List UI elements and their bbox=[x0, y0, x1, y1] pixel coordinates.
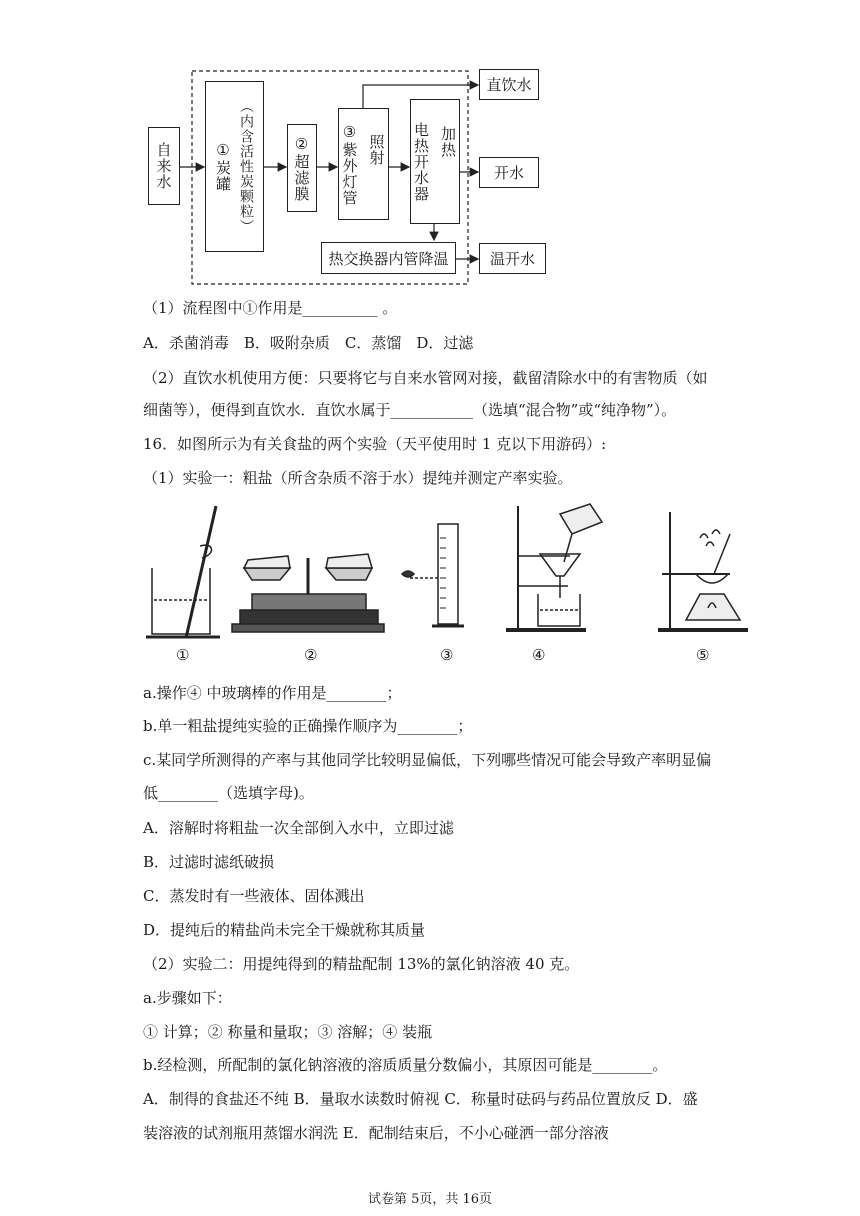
step2-box bbox=[287, 124, 317, 212]
lab-apparatus bbox=[140, 498, 760, 643]
step3-box bbox=[338, 108, 389, 220]
q16-exp1: （1）实验一：粗盐（所含杂质不溶于水）提纯并测定产率实验。 bbox=[143, 469, 573, 487]
boiled-water-box bbox=[479, 157, 539, 188]
lab-figure bbox=[140, 498, 760, 668]
balance-icon bbox=[232, 554, 384, 632]
step2-label: ②超滤膜 bbox=[292, 134, 311, 202]
q16-exp2: （2）实验二：用提纯得到的精盐配制 13%的氯化钠溶液 40 克。 bbox=[143, 955, 580, 973]
graduated-cylinder-icon bbox=[402, 524, 464, 626]
heater-main-label: 电热开水器 bbox=[412, 121, 430, 202]
heater-box bbox=[410, 99, 460, 224]
beaker-stirring-icon bbox=[146, 506, 220, 638]
exchanger-label: 热交换器内管降温 bbox=[328, 249, 449, 268]
q16-b2: b.经检测，所配制的氯化钠溶液的溶质质量分数偏小，其原因可能是________。 bbox=[143, 1056, 668, 1074]
q2-line2: 细菌等），便得到直饮水．直饮水属于___________（选填“混合物”或“纯净物”）。 bbox=[143, 401, 677, 419]
step1-paren-label: （内含活性炭颗粒） bbox=[238, 99, 254, 234]
q2-line1: （2）直饮水机使用方便：只要将它与自来水管网对接，截留清除水中的有害物质（如 bbox=[143, 369, 708, 387]
boiled-water-label: 开水 bbox=[493, 164, 524, 182]
q16-opts2-line1: A．制得的食盐还不纯 B．量取水读数时俯视 C．称量时砝码与药品位置放反 D．盛 bbox=[143, 1090, 698, 1108]
fig-label-3: ③ bbox=[440, 646, 454, 664]
q16-optB: B．过滤时滤纸破损 bbox=[143, 853, 275, 871]
fig-label-5: ⑤ bbox=[696, 646, 710, 664]
step3-side-label: 照射 bbox=[367, 134, 386, 166]
direct-water-label: 直饮水 bbox=[486, 76, 532, 94]
warm-water-label: 温开水 bbox=[489, 250, 535, 268]
exchanger-box bbox=[321, 242, 456, 274]
q16-optD: D．提纯后的精盐尚未完全干燥就称其质量 bbox=[143, 921, 426, 939]
evaporation-icon bbox=[658, 512, 748, 630]
fig-label-1: ① bbox=[176, 646, 190, 664]
flowchart bbox=[0, 0, 860, 300]
q1-stem: （1）流程图中①作用是__________ 。 bbox=[143, 299, 398, 317]
source-label: 自来水 bbox=[154, 142, 173, 190]
source-box bbox=[148, 127, 180, 205]
q16-optC: C．蒸发时有一些液体、固体溅出 bbox=[143, 887, 365, 905]
fig-label-2: ② bbox=[304, 646, 318, 664]
step1-box bbox=[205, 81, 264, 252]
q16-steps: ① 计算；② 称量和量取；③ 溶解；④ 装瓶 bbox=[143, 1023, 433, 1041]
q1-options: A．杀菌消毒 B．吸附杂质 C．蒸馏 D．过滤 bbox=[143, 334, 474, 352]
step1-main-label: ①炭罐 bbox=[214, 141, 232, 192]
fig-label-4: ④ bbox=[532, 646, 546, 664]
heater-side-label: 加热 bbox=[439, 125, 457, 158]
page-footer: 试卷第 5页，共 16页 bbox=[367, 1192, 493, 1207]
q16-title: 16．如图所示为有关食盐的两个实验（天平使用时 1 克以下用游码）: bbox=[143, 435, 607, 453]
q16-c2: 低________（选填字母)。 bbox=[143, 784, 314, 802]
q16-optA: A．溶解时将粗盐一次全部倒入水中，立即过滤 bbox=[143, 819, 454, 837]
q16-b: b.单一粗盐提纯实验的正确操作顺序为________； bbox=[143, 717, 473, 735]
q16-c1: c.某同学所测得的产率与其他同学比较明显偏低，下列哪些情况可能会导致产率明显偏 bbox=[143, 751, 712, 769]
warm-water-box bbox=[479, 243, 546, 274]
filtration-icon bbox=[506, 504, 602, 630]
q16-opts2-line2: 装溶液的试剂瓶用蒸馏水润洗 E．配制结束后，不小心碰洒一部分溶液 bbox=[143, 1124, 609, 1142]
q16-a: a.操作④ 中玻璃棒的作用是________； bbox=[143, 684, 402, 702]
q16-a2: a.步骤如下： bbox=[143, 989, 232, 1007]
direct-water-box bbox=[479, 69, 539, 100]
step3-main-label: ③紫外灯管 bbox=[340, 122, 359, 206]
